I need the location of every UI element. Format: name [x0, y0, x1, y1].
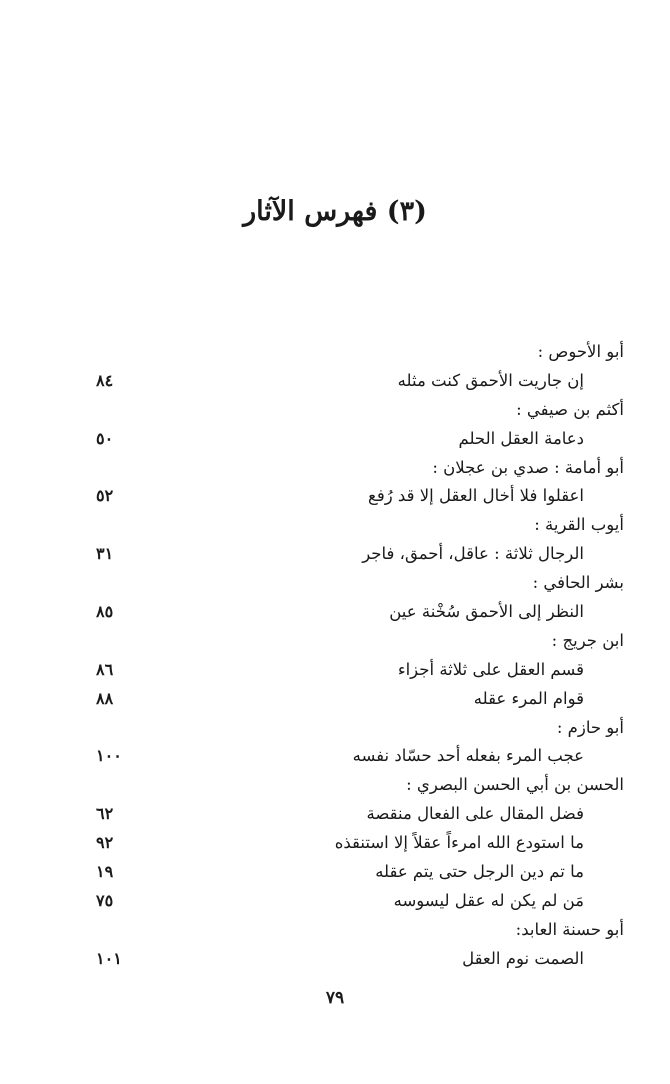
quote-text: الصمت نوم العقل: [462, 948, 584, 968]
author-name: أبو أمامة : صدي بن عجلان :: [432, 457, 624, 477]
quote-text: قسم العقل على ثلاثة أجزاء: [397, 659, 584, 679]
quote-page-number: ٥٢: [96, 486, 114, 506]
page-number: ٧٩: [325, 988, 345, 1008]
quote-text: إن جاريت الأحمق كنت مثله: [397, 370, 584, 390]
quote-text: فضل المقال على الفعال منقصة: [366, 804, 584, 824]
quote-page-number: ١٠١: [96, 948, 122, 968]
author-name: أيوب القرية :: [534, 515, 624, 535]
author-name: ابن جريج :: [551, 630, 624, 650]
quote-page-number: ٨٥: [96, 602, 114, 622]
index-quote-row: [96, 598, 624, 627]
quote-text: الرجال ثلاثة : عاقل، أحمق، فاجر: [362, 544, 584, 564]
index-quote-row: [96, 887, 624, 916]
quote-page-number: ٦٢: [96, 804, 114, 824]
index-quote-row: [96, 482, 624, 511]
quote-page-number: ٣١: [96, 544, 114, 564]
index-quote-row: [96, 858, 624, 887]
quote-page-number: ١٠٠: [96, 746, 122, 766]
index-quote-row: [96, 656, 624, 685]
quote-page-number: ٨٨: [96, 688, 114, 708]
quote-text: عجب المرء بفعله أحد حسّاد نفسه: [352, 746, 584, 766]
quote-text: اعقلوا فلا أخال العقل إلا قد رُفع: [368, 486, 584, 506]
index-author-row: [96, 338, 624, 367]
index-author-row: [96, 454, 624, 483]
quote-text: النظر إلى الأحمق سُخْنة عين: [389, 602, 584, 622]
index-author-row: [96, 627, 624, 656]
author-name: أبو حازم :: [556, 717, 624, 737]
quote-page-number: ٩٢: [96, 833, 114, 853]
index-quote-row: [96, 829, 624, 858]
author-name: أكثم بن صيفي :: [516, 399, 624, 419]
index-entries: [96, 338, 624, 974]
author-name: بشر الحافي :: [532, 573, 624, 593]
index-quote-row: [96, 425, 624, 454]
index-quote-row: [96, 685, 624, 714]
index-author-row: [96, 714, 624, 743]
quote-page-number: ١٩: [96, 862, 114, 882]
index-quote-row: [96, 742, 624, 771]
page-title: (٣) فهرس الآثار: [243, 196, 427, 227]
index-quote-row: [96, 540, 624, 569]
quote-text: ما تم دين الرجل حتى يتم عقله: [375, 862, 584, 882]
quote-text: ما استودع الله امرءاً عقلاً إلا استنقذه: [334, 833, 584, 853]
index-author-row: [96, 916, 624, 945]
quote-page-number: ٨٤: [96, 370, 114, 390]
index-author-row: [96, 569, 624, 598]
index-author-row: [96, 771, 624, 800]
quote-page-number: ٥٠: [96, 428, 114, 448]
author-name: أبو الأحوص :: [537, 342, 624, 361]
author-name: الحسن بن أبي الحسن البصري :: [406, 775, 624, 795]
index-quote-row: [96, 367, 624, 396]
quote-text: دعامة العقل الحلم: [458, 428, 584, 448]
index-author-row: [96, 396, 624, 425]
index-author-row: [96, 511, 624, 540]
author-name: أبو حسنة العابد:: [515, 919, 624, 939]
quote-page-number: ٨٦: [96, 659, 114, 679]
quote-text: مَن لم يكن له عقل ليسوسه: [393, 890, 584, 910]
index-quote-row: [96, 945, 624, 974]
index-quote-row: [96, 800, 624, 829]
quote-page-number: ٧٥: [96, 890, 114, 910]
quote-text: قوام المرء عقله: [473, 688, 584, 708]
